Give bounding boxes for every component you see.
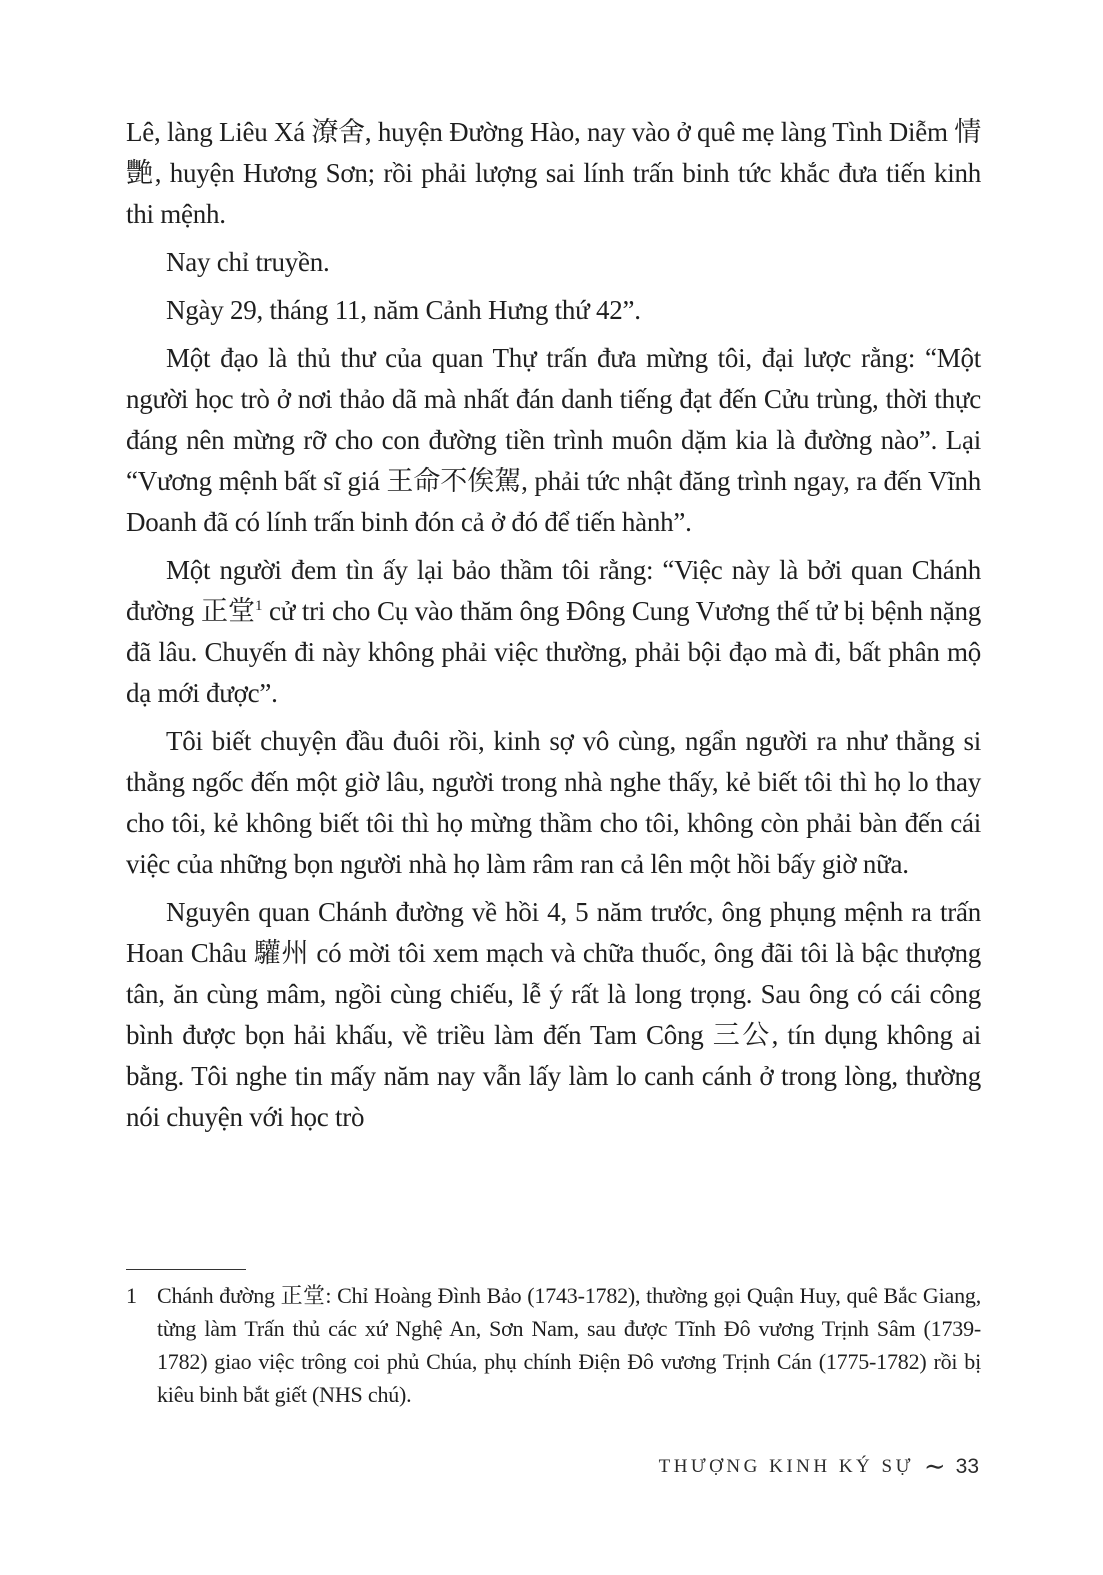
running-footer — [658, 1452, 979, 1481]
running-title: THƯỢNG KINH KÝ SỰ — [658, 1456, 914, 1477]
paragraph-whisper-part1: Một người đem tìn ấy lại bảo thầm tôi rằng: “Việc này là bởi quan Chánh đường 正堂 — [126, 555, 981, 626]
paragraph-whisper-part2: cử tri cho Cụ vào thăm ông Đông Cung Vương thế tử bị bệnh nặng đã lâu. Chuyến đi này không phải việc thường, phải bội đạo mà đi, bất phân mộ dạ mới được”. — [126, 596, 981, 708]
footnote-divider — [126, 1269, 246, 1270]
paragraph-whisper — [126, 550, 981, 714]
footnote-text: Chánh đường 正堂: Chỉ Hoàng Đình Bảo (1743-1782), thường gọi Quận Huy, quê Bắc Giang, từng làm Trấn thủ các xứ Nghệ An, Sơn Nam, sau được Tĩnh Đô vương Trịnh Sâm (1739-1782) giao việc trông coi phủ Chúa, phụ chính Điện Đô vương Trịnh Cán (1775-1782) rồi bị kiêu binh bắt giết (NHS chú). — [157, 1283, 981, 1407]
page-number: 33 — [955, 1455, 979, 1478]
paragraph-reaction: Tôi biết chuyện đầu đuôi rồi, kinh sợ vô cùng, ngẩn người ra như thằng si thằng ngốc đến một giờ lâu, người trong nhà nghe thấy, kẻ biết tôi thì họ lo thay cho tôi, kẻ không biết tôi thì họ mừng thầm cho tôi, không còn phải bàn đến cái việc của những bọn người nhà họ làm râm ran cả lên một hồi bấy giờ nữa. — [126, 726, 981, 879]
paragraph-decree-end: Nay chỉ truyền. — [166, 247, 330, 277]
paragraph-background: Nguyên quan Chánh đường về hồi 4, 5 năm trước, ông phụng mệnh ra trấn Hoan Châu 驩州 có mời tôi xem mạch và chữa thuốc, ông đãi tôi là bậc thượng tân, ăn cùng mâm, ngồi cùng chiếu, lễ ý rất là long trọng. Sau ông có cái công bình được bọn hải khấu, về triều làm đến Tam Công 三公, tín dụng không ai bằng. Tôi nghe tin mấy năm nay vẫn lấy làm lo canh cánh ở trong lòng, thường nói chuyện với học trò — [126, 897, 981, 1132]
body-text — [126, 112, 981, 1138]
footnote-number: 1 — [126, 1283, 137, 1308]
tilde-separator-icon: ∼ — [923, 1452, 946, 1481]
footnote-reference[interactable]: 1 — [255, 598, 263, 614]
paragraph-date: Ngày 29, tháng 11, năm Cảnh Hưng thứ 42”. — [166, 295, 641, 325]
paragraph-letter: Một đạo là thủ thư của quan Thự trấn đưa mừng tôi, đại lược rằng: “Một người học trò ở nơi thảo dã mà nhất đán danh tiếng đạt đến Cửu trùng, thời thực đáng nên mừng rỡ cho con đường tiền trình muôn dặm kia là đường nào”. Lại “Vương mệnh bất sĩ giá 王命不俟駕, phải tức nhật đăng trình ngay, ra đến Vĩnh Doanh đã có lính trấn binh đón cả ở đó để tiến hành”. — [126, 343, 981, 537]
footnote — [126, 1279, 981, 1411]
paragraph-continued: Lê, làng Liêu Xá 潦舍, huyện Đường Hào, nay vào ở quê mẹ làng Tình Diễm 情艷, huyện Hương Sơn; rồi phải lượng sai lính trấn binh tức khắc đưa tiến kinh thi mệnh. — [126, 117, 981, 229]
